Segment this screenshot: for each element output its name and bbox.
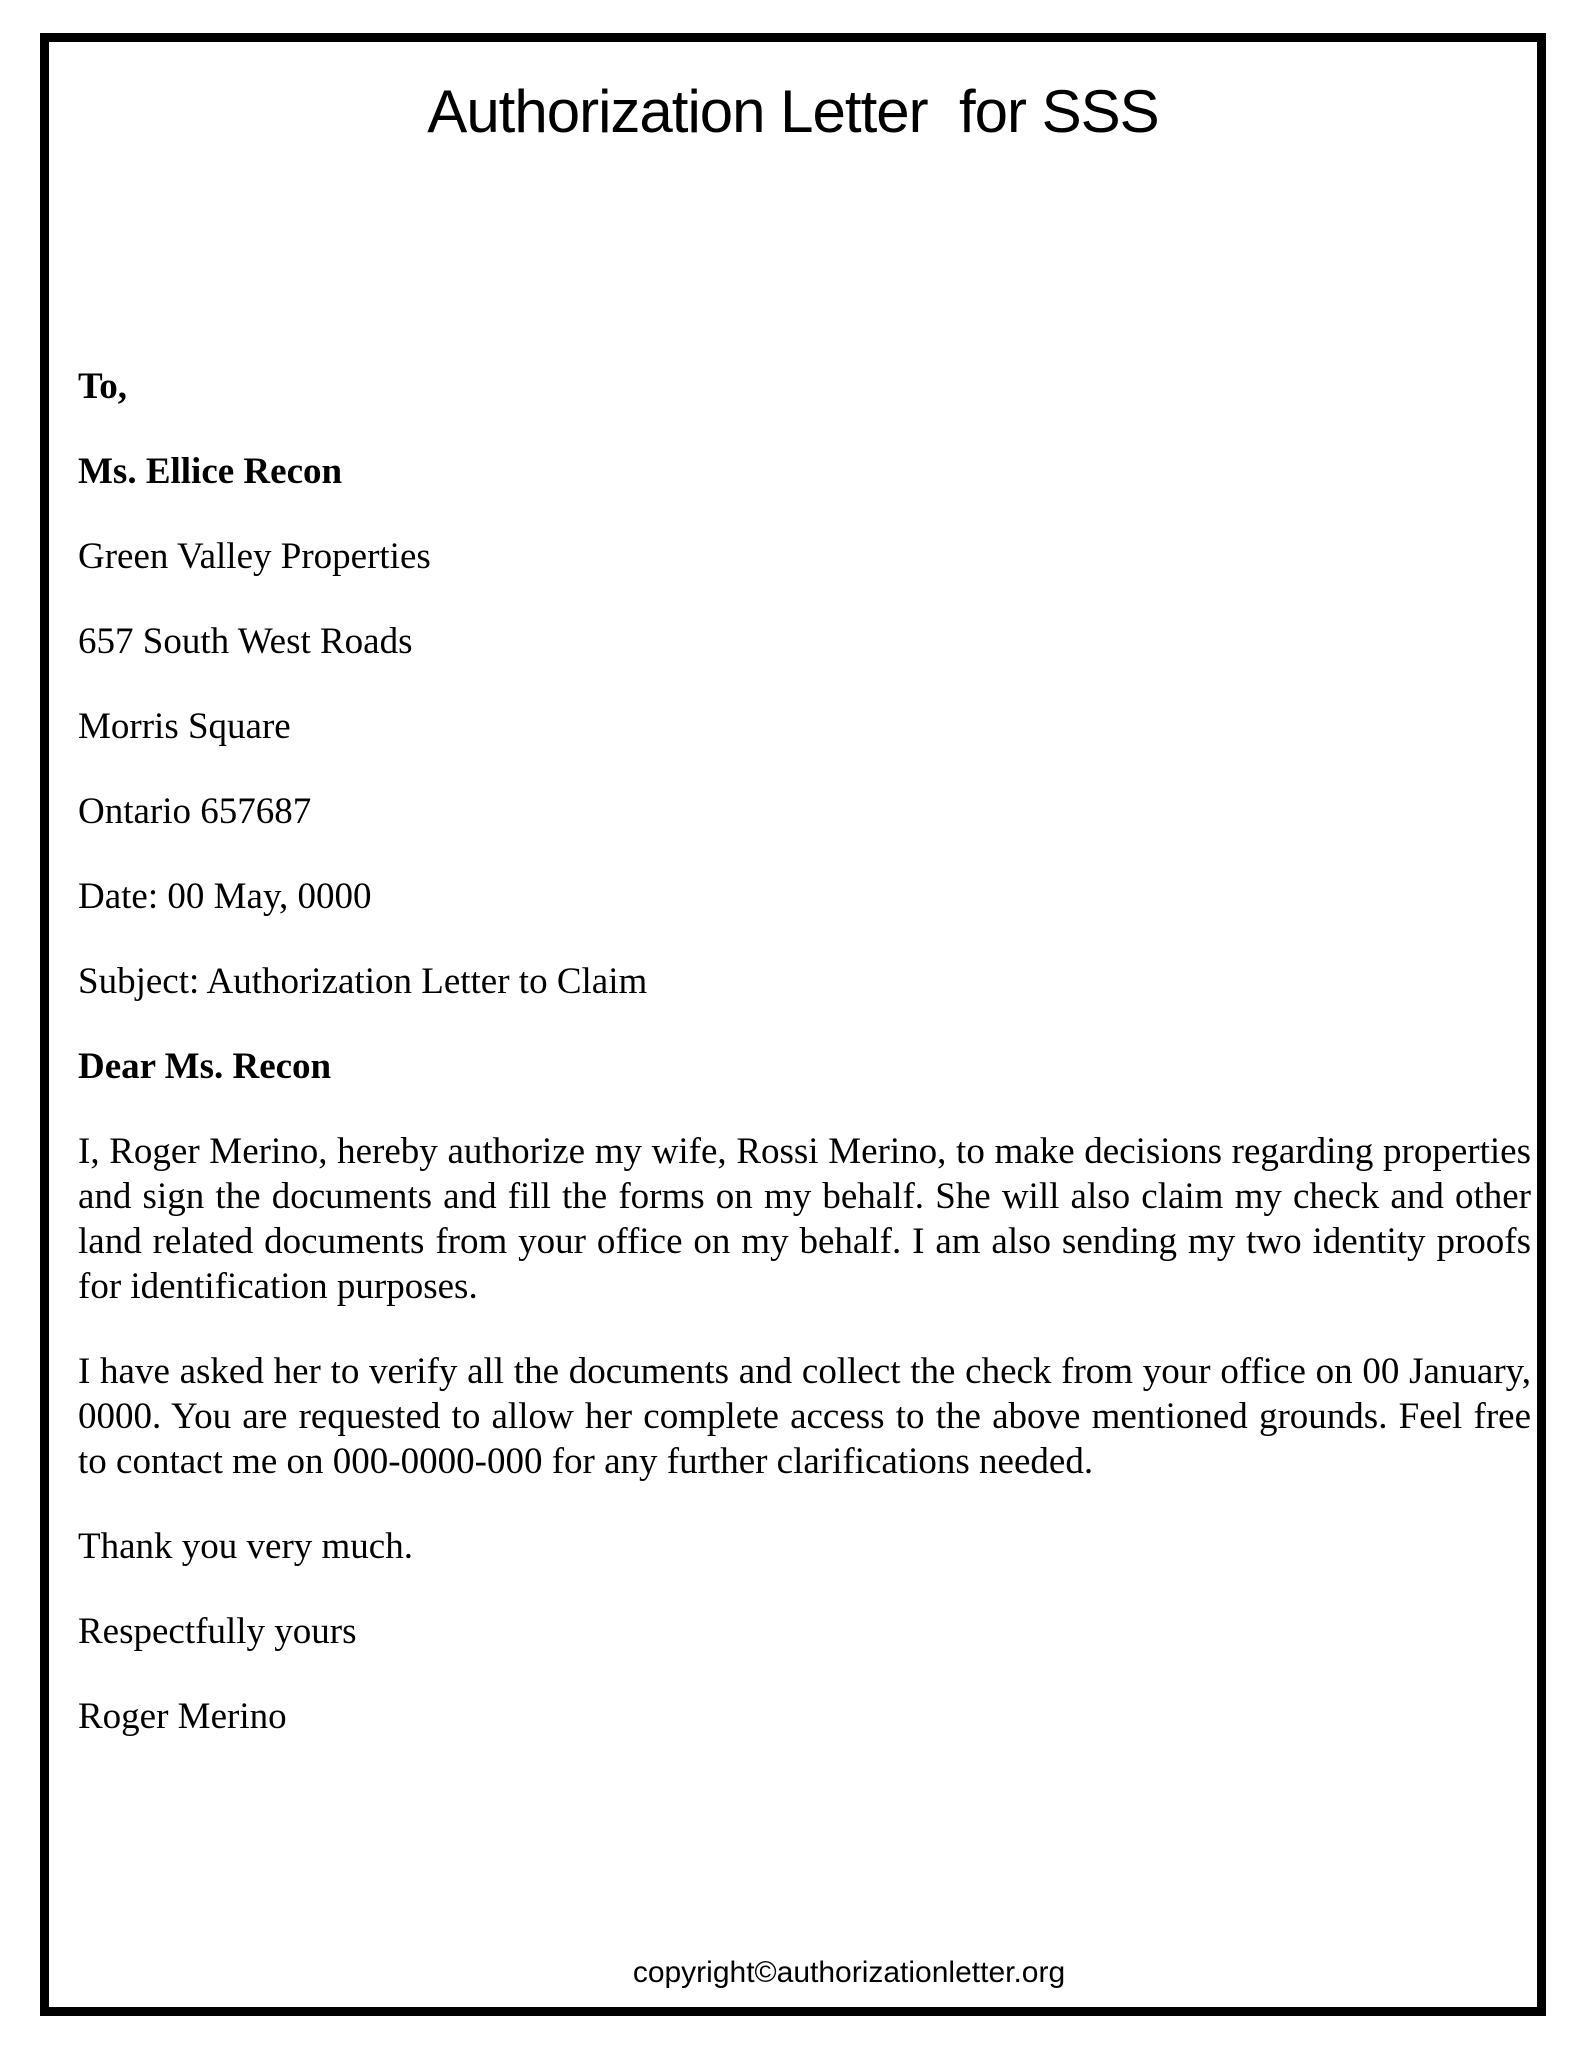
body-paragraph-2: I have asked her to verify all the documents and collect the check from your office on 00 January, 0000. You are requested to allow her complete access to the above mentioned grounds. Feel free to contact me on 000-0000-000 for any further clarifications needed. — [78, 1351, 1531, 1482]
signature-name: Roger Merino — [78, 1696, 287, 1737]
closing-line: Respectfully yours — [78, 1611, 357, 1652]
recipient-name: Ms. Ellice Recon — [78, 451, 343, 492]
greeting-line: Dear Ms. Recon — [78, 1046, 332, 1087]
copyright-footer: copyright©authorizationletter.org — [632, 1956, 1066, 1989]
recipient-street: 657 South West Roads — [78, 621, 413, 662]
thanks-line: Thank you very much. — [78, 1526, 413, 1567]
recipient-locality: Morris Square — [78, 706, 291, 747]
recipient-company: Green Valley Properties — [78, 536, 431, 577]
recipient-to-line: To, — [78, 366, 128, 407]
subject-line: Subject: Authorization Letter to Claim — [78, 961, 648, 1002]
letter-body — [78, 364, 1531, 1739]
recipient-region: Ontario 657687 — [78, 791, 312, 832]
body-paragraph-1: I, Roger Merino, hereby authorize my wife, Rossi Merino, to make decisions regarding properties and sign the documents and fill the forms on my behalf. She will also claim my check and other land related documents from your office on my behalf. I am also sending my two identity proofs for identification purposes. — [78, 1131, 1531, 1307]
document-title: Authorization Letter for SSS — [427, 78, 1159, 145]
page-border-frame — [40, 33, 1546, 2016]
date-line: Date: 00 May, 0000 — [78, 876, 372, 917]
